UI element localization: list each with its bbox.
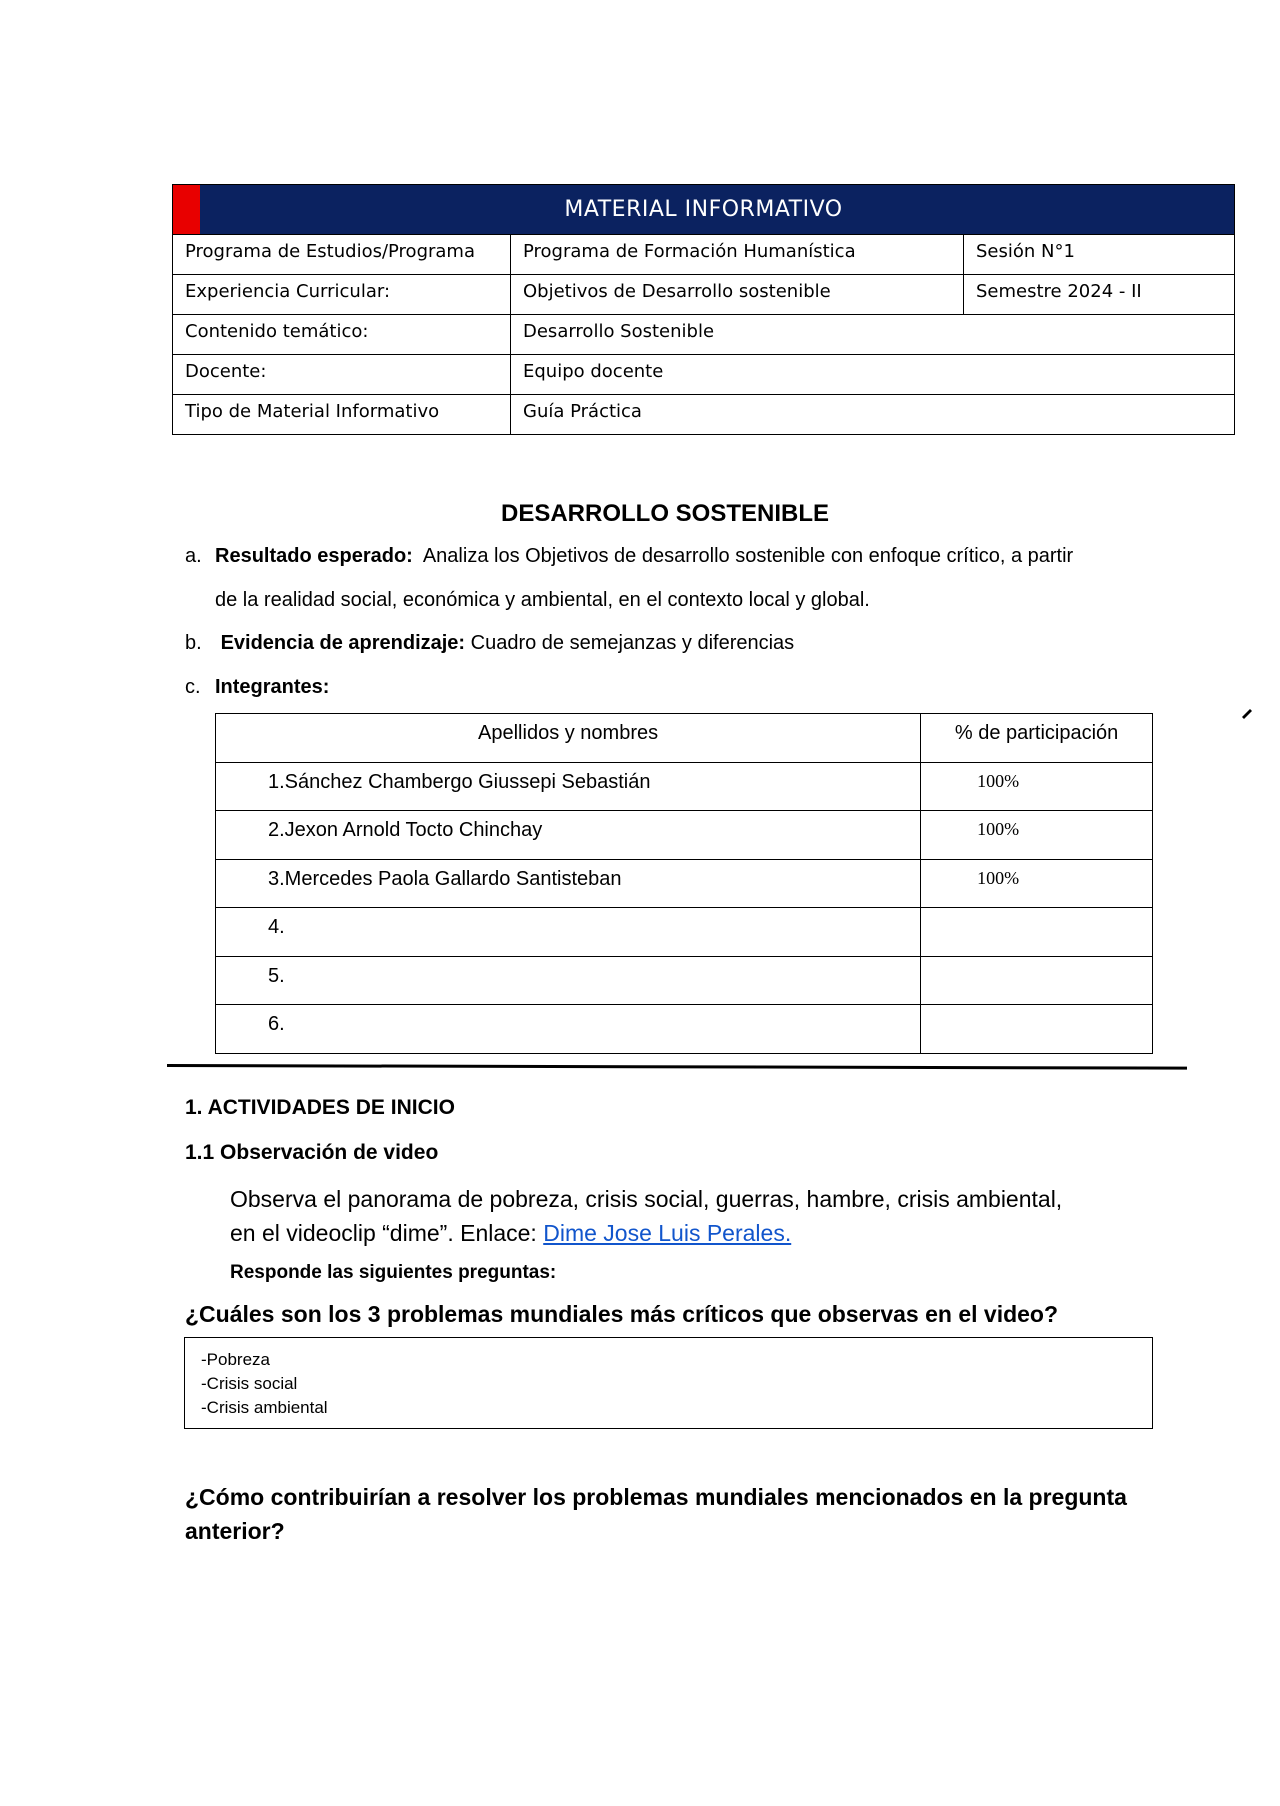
header-row: [173, 275, 1235, 315]
table-row: [216, 956, 1153, 1005]
member-name: 5.: [216, 956, 921, 1005]
section-divider: [167, 1064, 1187, 1070]
header-value: Objetivos de Desarrollo sostenible: [511, 275, 964, 315]
table-row: [216, 1005, 1153, 1054]
item-a-cont: [215, 578, 870, 622]
header-label: Programa de Estudios/Programa: [173, 235, 511, 275]
answer-box[interactable]: [184, 1337, 1153, 1429]
item-marker: a.: [185, 545, 202, 567]
table-row: [216, 811, 1153, 860]
member-name: 1.Sánchez Chambergo Giussepi Sebastián: [216, 762, 921, 811]
table-row: [216, 859, 1153, 908]
document-title: DESARROLLO SOSTENIBLE: [500, 500, 830, 527]
item-text: Analiza los Objetivos de desarrollo sostenible con enfoque crítico, a partir: [422, 545, 1074, 567]
video-link[interactable]: Dime Jose Luis Perales.: [543, 1220, 792, 1246]
header-row: [173, 315, 1235, 355]
table-row: [216, 762, 1153, 811]
member-participation: [921, 956, 1153, 1005]
header-label: Docente:: [173, 355, 511, 395]
respond-label: Responde las siguientes preguntas:: [230, 1262, 557, 1283]
header-label: Contenido temático:: [173, 315, 511, 355]
item-marker: c.: [185, 676, 201, 698]
members-table: [215, 713, 1153, 1054]
item-label: Integrantes:: [215, 676, 330, 698]
member-participation: 100%: [921, 762, 1153, 811]
table-row: [216, 908, 1153, 957]
section-subheading: 1.1 Observación de video: [185, 1141, 439, 1164]
member-participation: [921, 908, 1153, 957]
banner-title: MATERIAL INFORMATIVO: [564, 197, 843, 222]
header-semester: Semestre 2024 - II: [964, 275, 1235, 315]
header-value: Programa de Formación Humanística: [511, 235, 964, 275]
member-participation: 100%: [921, 811, 1153, 860]
members-header-row: [216, 714, 1153, 763]
item-marker: b.: [185, 632, 202, 654]
question-2: [185, 1480, 1127, 1548]
item-c: [185, 665, 329, 709]
answer-line: -Pobreza: [201, 1350, 270, 1369]
header-label: Tipo de Material Informativo: [173, 395, 511, 435]
para-line-text: en el videoclip “dime”. Enlace:: [230, 1220, 544, 1246]
header-value: Desarrollo Sostenible: [511, 315, 1235, 355]
header-label: Experiencia Curricular:: [173, 275, 511, 315]
header-row: [173, 355, 1235, 395]
col-header-participation: % de participación: [921, 714, 1153, 763]
header-table: [172, 184, 1235, 435]
header-value: Guía Práctica: [511, 395, 1235, 435]
para-line: [230, 1216, 1062, 1250]
member-name: 6.: [216, 1005, 921, 1054]
member-name: 4.: [216, 908, 921, 957]
question-line: ¿Cómo contribuirían a resolver los problemas mundiales mencionados en la pregunta: [185, 1484, 1127, 1510]
member-name: 3.Mercedes Paola Gallardo Santisteban: [216, 859, 921, 908]
header-value: Equipo docente: [511, 355, 1235, 395]
section-heading: 1. ACTIVIDADES DE INICIO: [185, 1096, 455, 1119]
item-text: de la realidad social, económica y ambiental, en el contexto local y global.: [215, 589, 870, 611]
header-session: Sesión N°1: [964, 235, 1235, 275]
member-participation: 100%: [921, 859, 1153, 908]
red-accent-mark: [173, 185, 200, 234]
member-participation: [921, 1005, 1153, 1054]
header-row: [173, 395, 1235, 435]
answer-line: -Crisis social: [201, 1374, 298, 1393]
instruction-paragraph: [230, 1182, 1062, 1250]
item-label: Evidencia de aprendizaje:: [220, 632, 466, 654]
header-row: [173, 235, 1235, 275]
member-name: 2.Jexon Arnold Tocto Chinchay: [216, 811, 921, 860]
col-header-names: Apellidos y nombres: [216, 714, 921, 763]
item-label: Resultado esperado:: [215, 545, 413, 567]
item-text: Cuadro de semejanzas y diferencias: [470, 632, 795, 654]
question-1: ¿Cuáles son los 3 problemas mundiales más críticos que observas en el video?: [185, 1301, 1059, 1327]
answer-line: -Crisis ambiental: [201, 1398, 328, 1417]
para-line: Observa el panorama de pobreza, crisis social, guerras, hambre, crisis ambiental,: [230, 1186, 1063, 1212]
item-a: [185, 534, 1073, 578]
pen-icon: [1240, 706, 1254, 720]
header-banner: [173, 185, 1235, 235]
header-banner-row: [173, 185, 1235, 235]
item-b: [185, 621, 794, 665]
question-line: anterior?: [185, 1518, 285, 1544]
